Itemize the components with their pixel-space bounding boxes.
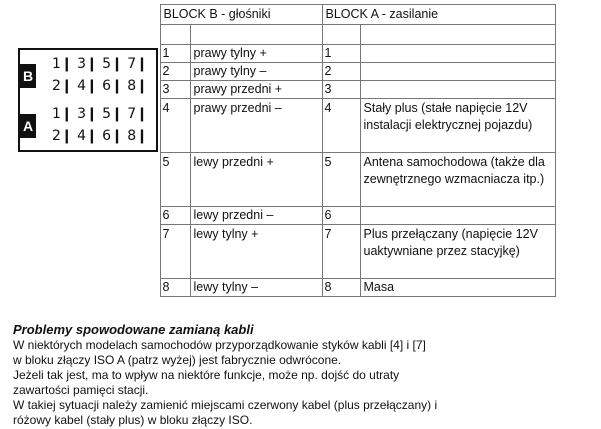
a-pin-description: Masa <box>360 279 555 297</box>
a-pin-number: 2 <box>322 63 360 81</box>
b-pin-number: 6 <box>160 207 190 225</box>
block-b-pins-top: 1❙ 3❙ 5❙ 7❙ <box>52 56 148 72</box>
a-pin-number: 8 <box>322 279 360 297</box>
block-b-pins-bottom: 2❙ 4❙ 6❙ 8❙ <box>52 78 148 94</box>
block-a-pins-top: 1❙ 3❙ 5❙ 7❙ <box>52 106 148 122</box>
block-b-label: B <box>20 64 36 88</box>
b-pin-description: prawy przedni – <box>190 99 322 153</box>
table-blank-row <box>10 25 555 45</box>
b-pin-number: 5 <box>160 153 190 207</box>
b-pin-number: 3 <box>160 81 190 99</box>
b-pin-description: lewy tylny – <box>190 279 322 297</box>
b-pin-description: prawy przedni + <box>190 81 322 99</box>
a-pin-description <box>360 45 555 63</box>
b-pin-number: 7 <box>160 225 190 279</box>
a-pin-description <box>360 63 555 81</box>
table-row <box>10 153 555 207</box>
a-pin-description: Stały plus (stałe napięcie 12V instalacji elektrycznej pojazdu) <box>360 99 555 153</box>
a-pin-number: 1 <box>322 45 360 63</box>
notes-line: W niektórych modelach samochodów przyporządkowanie styków kabli [4] i [7] <box>13 338 426 352</box>
b-pin-description: lewy tylny + <box>190 225 322 279</box>
b-pin-number: 2 <box>160 63 190 81</box>
a-pin-description <box>360 207 555 225</box>
b-pin-description: lewy przedni – <box>190 207 322 225</box>
header-block-b: BLOCK B - głośniki <box>160 5 322 25</box>
notes-line: różowy kabel (stały plus) w bloku złączy ISO. <box>13 413 253 427</box>
iso-connector-diagram <box>18 48 158 152</box>
notes-line: w bloku złączy ISO A (patrz wyżej) jest fabrycznie odwrócone. <box>13 353 342 367</box>
a-pin-number: 6 <box>322 207 360 225</box>
table-row <box>10 225 555 279</box>
a-pin-number: 4 <box>322 99 360 153</box>
header-block-a: BLOCK A - zasilanie <box>322 5 555 25</box>
table-row <box>10 207 555 225</box>
b-pin-number: 8 <box>160 279 190 297</box>
a-pin-description <box>360 81 555 99</box>
a-pin-description: Antena samochodowa (także dla zewnętrznego wzmacniacza itp.) <box>360 153 555 207</box>
b-pin-description: lewy przedni + <box>190 153 322 207</box>
notes-line: W takiej sytuacji należy zamienić miejscami czerwony kabel (plus przełączany) i <box>13 398 438 412</box>
b-pin-number: 1 <box>160 45 190 63</box>
a-pin-description: Plus przełączany (napięcie 12V uaktywniane przez stacyjkę) <box>360 225 555 279</box>
notes-section <box>13 322 593 428</box>
notes-line: zawartości pamięci stacji. <box>13 383 149 397</box>
a-pin-number: 7 <box>322 225 360 279</box>
notes-title: Problemy spowodowane zamianą kabli <box>13 322 254 337</box>
notes-line: Jeżeli tak jest, ma to wpływ na niektóre funkcje, może np. dojść do utraty <box>13 368 400 382</box>
block-a-label: A <box>20 114 36 138</box>
a-pin-number: 5 <box>322 153 360 207</box>
a-pin-number: 3 <box>322 81 360 99</box>
b-pin-description: prawy tylny + <box>190 45 322 63</box>
b-pin-number: 4 <box>160 99 190 153</box>
empty-corner <box>10 5 160 25</box>
block-a-pins-bottom: 2❙ 4❙ 6❙ 8❙ <box>52 128 148 144</box>
table-row <box>10 279 555 297</box>
b-pin-description: prawy tylny – <box>190 63 322 81</box>
table-header-row <box>10 5 555 25</box>
